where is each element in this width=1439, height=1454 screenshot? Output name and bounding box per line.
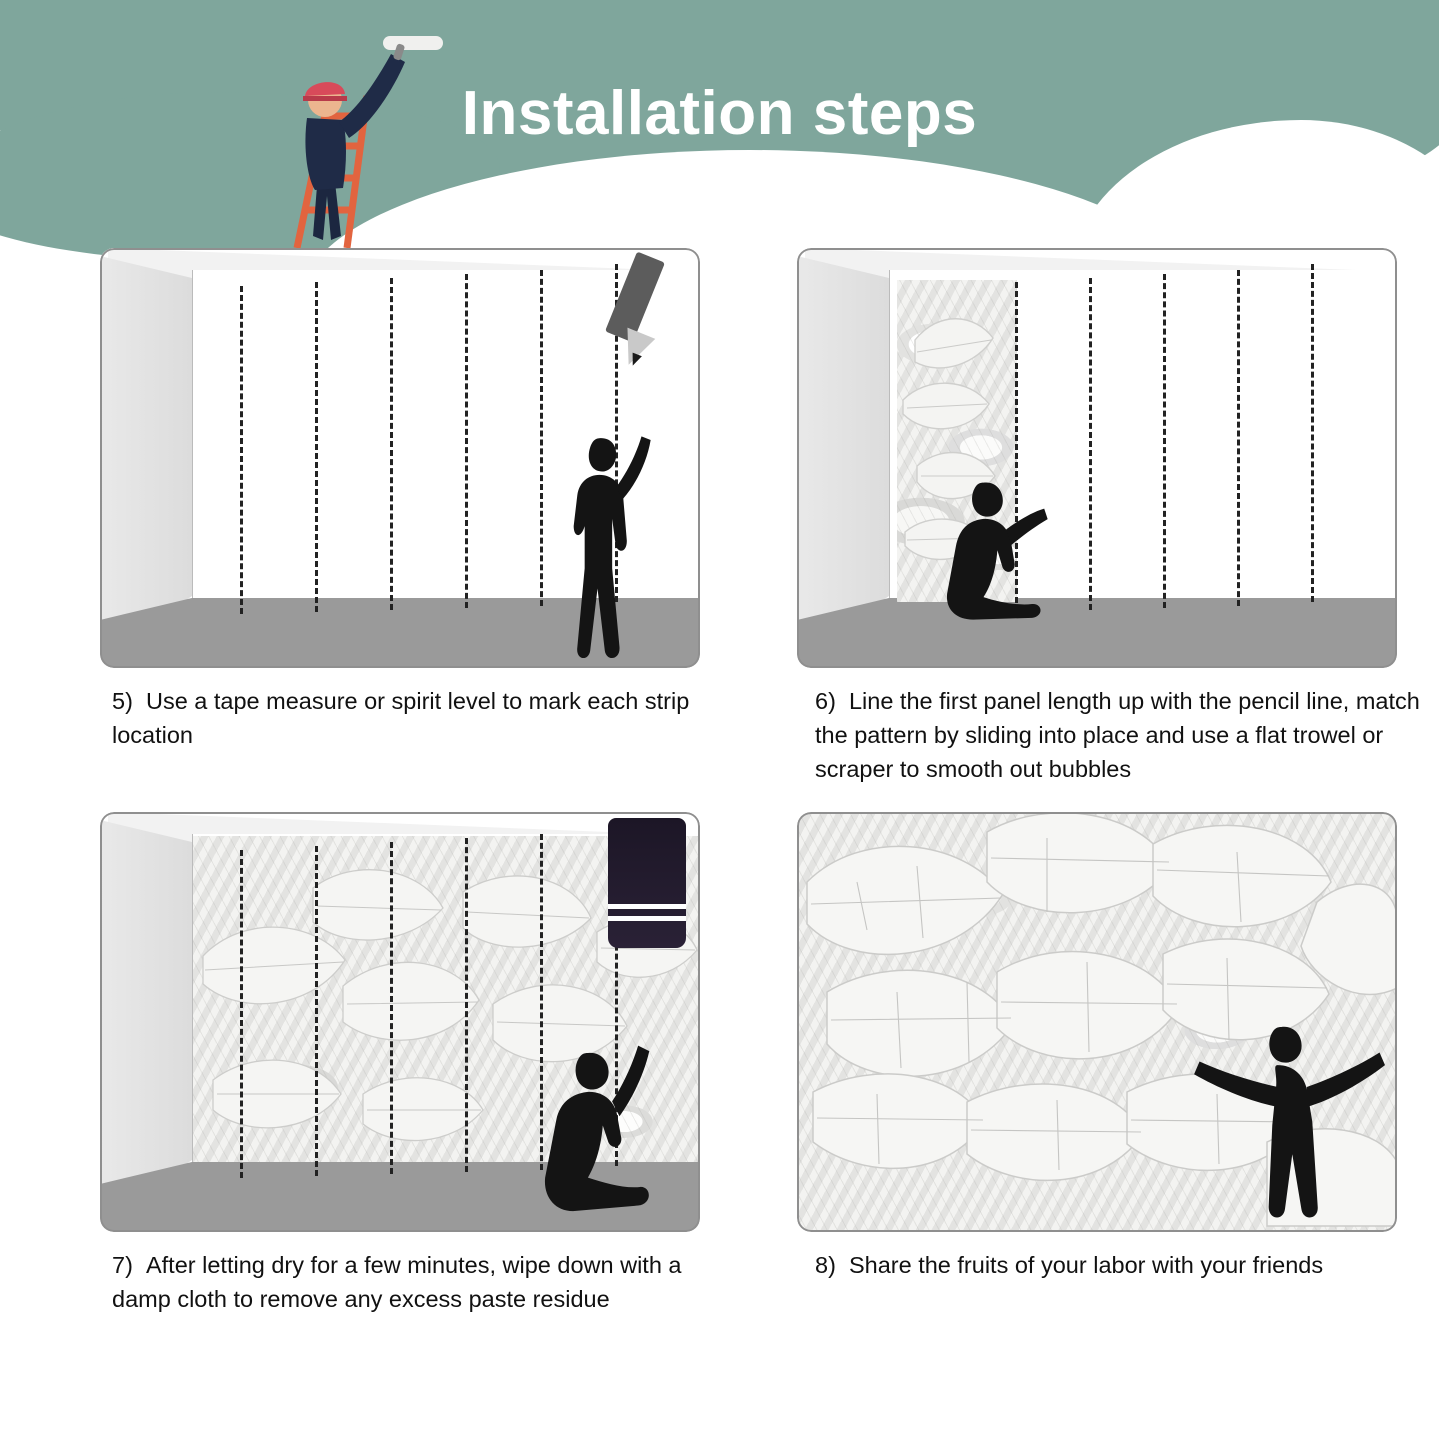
step-8-figure bbox=[797, 812, 1397, 1232]
towel-stripe bbox=[608, 916, 686, 921]
step-7-figure bbox=[100, 812, 700, 1232]
step-6-number: 6) bbox=[815, 688, 836, 714]
guide-line bbox=[240, 286, 243, 614]
step-7-text: After letting dry for a few minutes, wipe down with a damp cloth to remove any excess paste residue bbox=[112, 1252, 682, 1312]
steps-grid bbox=[0, 248, 1439, 1316]
step-5-caption bbox=[112, 668, 702, 752]
room-scene-7 bbox=[100, 812, 700, 1232]
room-scene-5 bbox=[100, 248, 700, 668]
guide-line bbox=[315, 282, 318, 612]
step-6-cell bbox=[719, 248, 1438, 786]
guide-line bbox=[540, 270, 543, 606]
guide-line bbox=[315, 846, 318, 1176]
step-7-number: 7) bbox=[112, 1252, 133, 1278]
person-silhouette-celebrating bbox=[1185, 1008, 1385, 1226]
guide-line bbox=[240, 850, 243, 1178]
steps-row-1 bbox=[0, 248, 1439, 786]
step-7-cell bbox=[0, 812, 719, 1316]
step-5-number: 5) bbox=[112, 688, 133, 714]
finished-mural-scene bbox=[797, 812, 1397, 1232]
step-8-cell bbox=[719, 812, 1438, 1316]
step-6-text: Line the first panel length up with the pencil line, match the pattern by sliding into place and use a flat trowel or scraper to smooth out bubbles bbox=[815, 688, 1420, 782]
step-5-text: Use a tape measure or spirit level to mark each strip location bbox=[112, 688, 690, 748]
person-silhouette-smoothing bbox=[935, 473, 1065, 631]
towel-icon bbox=[608, 818, 686, 948]
side-wall-6 bbox=[797, 256, 889, 660]
person-silhouette-wiping bbox=[530, 1040, 670, 1226]
guide-line bbox=[465, 274, 468, 608]
side-wall-5 bbox=[100, 256, 192, 660]
person-silhouette-marking bbox=[548, 426, 658, 668]
room-scene-6 bbox=[797, 248, 1397, 668]
guide-line bbox=[1163, 274, 1166, 608]
step-6-figure bbox=[797, 248, 1397, 668]
guide-line bbox=[1237, 270, 1240, 606]
step-5-figure bbox=[100, 248, 700, 668]
header-banner bbox=[0, 0, 1439, 265]
guide-line bbox=[1311, 264, 1314, 602]
guide-line bbox=[1089, 278, 1092, 610]
steps-row-2 bbox=[0, 812, 1439, 1316]
step-6-caption bbox=[815, 668, 1439, 786]
page-title: Installation steps bbox=[461, 79, 978, 148]
guide-line bbox=[465, 838, 468, 1172]
step-5-cell bbox=[0, 248, 719, 786]
step-8-text: Share the fruits of your labor with your friends bbox=[848, 1252, 1324, 1278]
guide-line bbox=[390, 842, 393, 1174]
step-7-caption bbox=[112, 1232, 702, 1316]
step-8-number: 8) bbox=[815, 1252, 836, 1278]
side-wall-7 bbox=[100, 820, 192, 1224]
guide-line bbox=[390, 278, 393, 610]
step-8-caption bbox=[815, 1232, 1439, 1282]
towel-stripe bbox=[608, 904, 686, 909]
